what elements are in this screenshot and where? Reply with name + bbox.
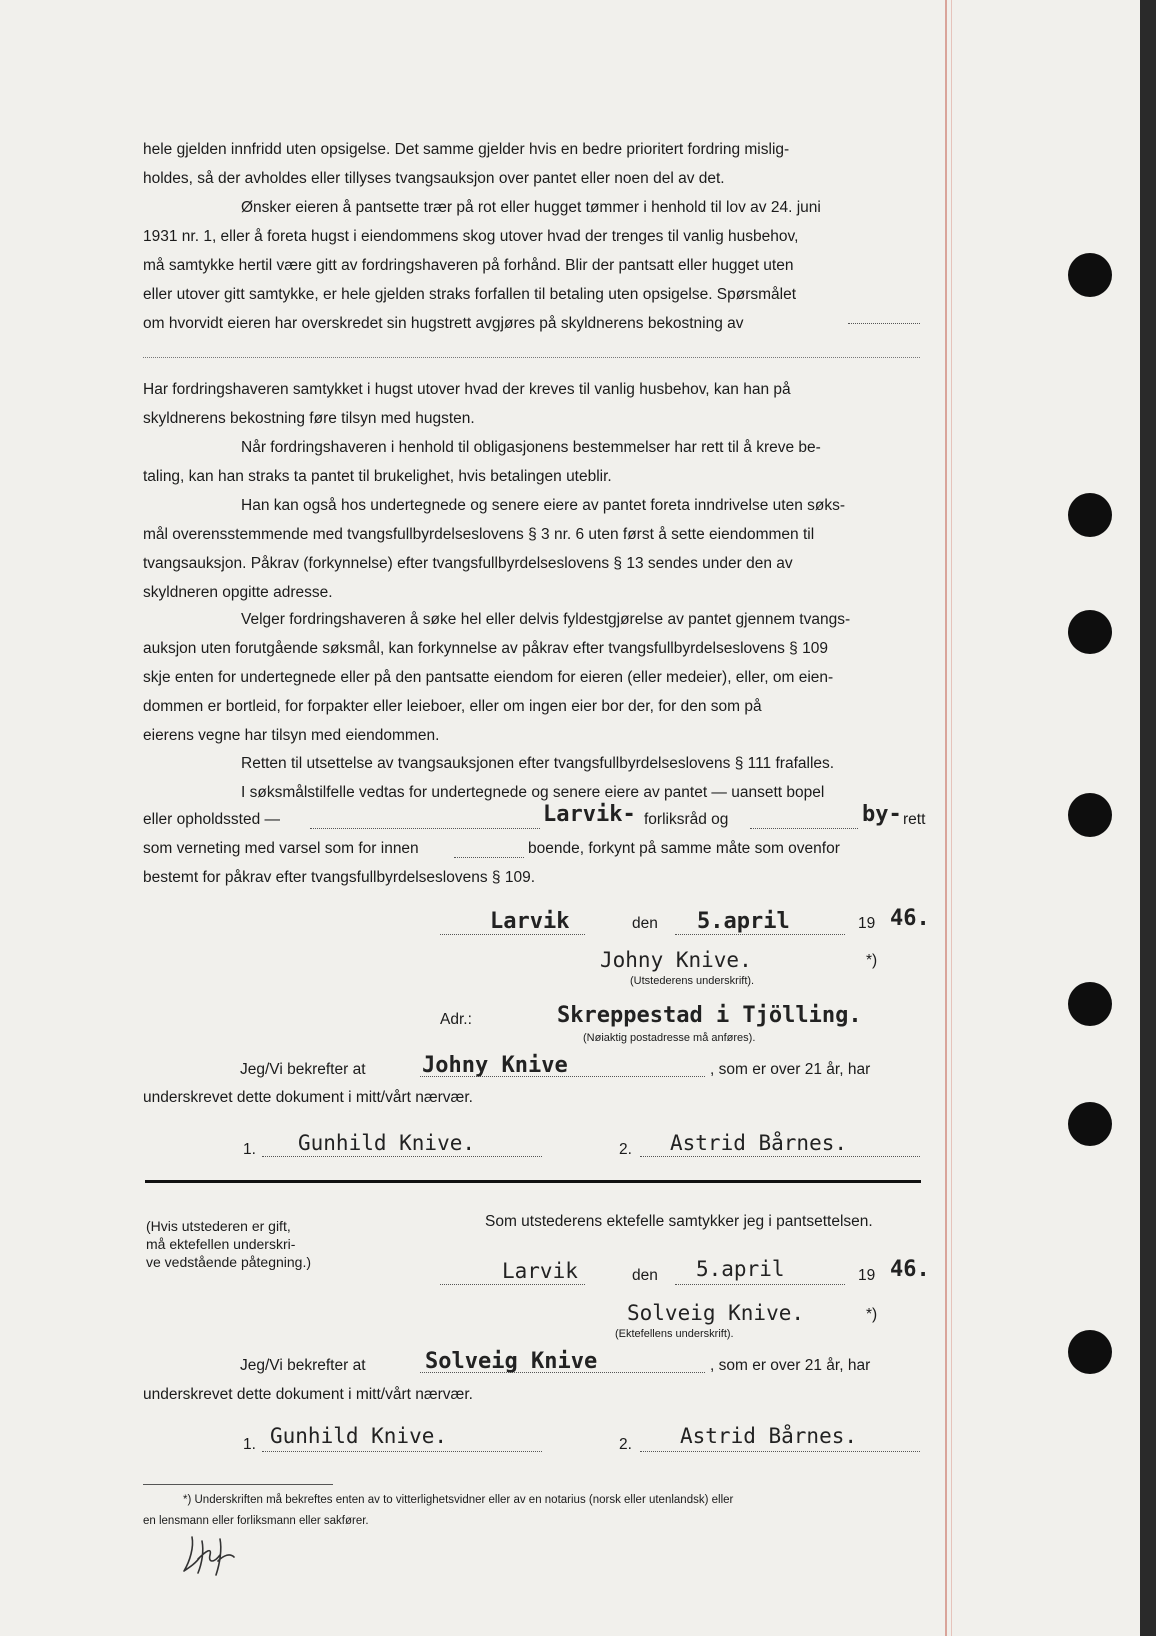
paragraph-default-clause (143, 135, 920, 193)
venue-prefix: eller opholdssted — (143, 811, 280, 828)
text-line: om hvorvidt eieren har overskredet sin hugstrett avgjøres på skyldnerens bekostning av (143, 315, 744, 332)
blank-field (440, 934, 585, 935)
punch-hole (1068, 793, 1112, 837)
venue-line3a: som verneting med varsel som for innen (143, 840, 419, 857)
venue-place-typed: Larvik- (543, 802, 636, 827)
blank-field (262, 1156, 542, 1157)
text-line: må samtykke hertil være gitt av fordringshaveren på forhånd. Blir der pantsatt eller hugget uten (143, 257, 794, 274)
spouse-confirm-name: Solveig Knive (425, 1349, 598, 1374)
address-label: Adr.: (440, 1011, 472, 1028)
text-line: skyldneren opgitte adresse. (143, 584, 333, 601)
spouse-witness-1-number: 1. (243, 1436, 256, 1453)
spouse-den: den (632, 1267, 658, 1284)
spouse-witness-1-signature: Gunhild Knive. (270, 1424, 448, 1448)
venue-rett: rett (903, 811, 926, 828)
text-line: hele gjelden innfridd uten opsigelse. Det samme gjelder hvis en bedre prioritert fordring mislig- (143, 141, 790, 158)
blank-field (640, 1156, 920, 1157)
text-line: ve vedstående påtegning.) (146, 1254, 312, 1270)
venue-line4: bestemt for påkrav efter tvangsfullbyrdelseslovens § 109. (143, 869, 536, 886)
footnote-line: en lensmann eller forliksmann eller sakfører. (143, 1515, 369, 1527)
punch-hole (1068, 982, 1112, 1026)
spouse-confirm-line2: underskrevet dette dokument i mitt/vårt nærvær. (143, 1386, 473, 1403)
text-line: mål overensstemmende med tvangsfullbyrdelseslovens § 3 nr. 6 uten først å sette eiendommen til (143, 526, 815, 543)
blank-field (454, 857, 524, 858)
spouse-consent: Som utstederens ektefelle samtykker jeg i pantsettelsen. (485, 1213, 873, 1230)
witness-1-number: 1. (243, 1141, 256, 1158)
blank-field (675, 934, 845, 935)
punch-hole (1068, 1102, 1112, 1146)
sign-year: 46. (890, 906, 930, 931)
paragraph-timber-clause (143, 193, 920, 338)
witness-2-number: 2. (619, 1141, 632, 1158)
venue-court-typed: by- (862, 802, 902, 827)
confirm-line2: underskrevet dette dokument i mitt/vårt nærvær. (143, 1089, 473, 1106)
text-line: auksjon uten forutgående søksmål, kan forkynnelse av påkrav efter tvangsfullbyrdelseslovens § 109 (143, 640, 828, 657)
confirm-prefix: Jeg/Vi bekrefter at (240, 1061, 366, 1078)
text-line: Retten til utsettelse av tvangsauksjonen efter tvangsfullbyrdelseslovens § 111 frafalles. (241, 755, 835, 772)
margin-line-secondary (951, 0, 952, 1636)
witness-2-signature: Astrid Bårnes. (670, 1131, 848, 1155)
punch-hole (1068, 493, 1112, 537)
paragraph-enforcement (143, 491, 920, 607)
venue-line3b: boende, forkynt på samme måte som ovenfor (528, 840, 840, 857)
text-line: I søksmålstilfelle vedtas for undertegnede og senere eiere av pantet — uansett bopel (241, 784, 825, 801)
spouse-year-prefix: 19 (858, 1267, 876, 1284)
paragraph-payment (143, 433, 920, 491)
text-line: skje enten for undertegnede eller på den pantsatte eiendom for eieren (eller medeier), eller, om eien- (143, 669, 834, 686)
section-divider (145, 1180, 921, 1183)
dotted-separator (143, 357, 920, 358)
text-line: tvangsauksjon. Påkrav (forkynnelse) efter tvangsfullbyrdelseslovens § 13 sendes under den av (143, 555, 793, 572)
paragraph-supervision (143, 375, 920, 433)
text-line: eierens vegne har tilsyn med eiendommen. (143, 727, 440, 744)
blank-field (310, 828, 540, 829)
text-line: (Hvis utstederen er gift, (146, 1218, 291, 1234)
blank-field (848, 323, 920, 324)
signature-caption: (Utstederens underskrift). (630, 975, 755, 987)
confirm-name: Johny Knive (422, 1053, 568, 1078)
footnote-rule (143, 1484, 333, 1485)
asterisk-mark: *) (866, 1306, 878, 1323)
text-line: Han kan også hos undertegnede og senere eiere av pantet foreta inndrivelse uten søks- (241, 497, 846, 514)
issuer-signature: Johny Knive. (600, 948, 752, 972)
paragraph-waiver (143, 749, 920, 778)
punch-hole (1068, 1330, 1112, 1374)
blank-field (675, 1284, 845, 1285)
handwritten-initials (180, 1533, 240, 1578)
text-line: dommen er bortleid, for forpakter eller leieboer, eller om ingen eier bor der, for den som på (143, 698, 762, 715)
paragraph-auction (143, 605, 920, 750)
spouse-confirm-prefix: Jeg/Vi bekrefter at (240, 1357, 366, 1374)
spouse-signature: Solveig Knive. (627, 1301, 805, 1325)
spouse-witness-2-signature: Astrid Bårnes. (680, 1424, 858, 1448)
spouse-place: Larvik (502, 1259, 578, 1283)
text-line: Velger fordringshaveren å søke hel eller delvis fyldestgjørelse av pantet gjennem tvangs- (241, 611, 851, 628)
text-line: Når fordringshaveren i henhold til obligasjonens bestemmelser har rett til å kreve be- (241, 439, 821, 456)
address-caption: (Nøiaktig postadresse må anføres). (583, 1032, 756, 1044)
text-line: eller utover gitt samtykke, er hele gjelden straks forfallen til betaling uten opsigelse. Spørsmålet (143, 286, 797, 303)
text-line: må ektefellen underskri- (146, 1236, 296, 1252)
footnote-line: *) Underskriften må bekreftes enten av to vitterlighetsvidner eller av en notarius (norsk eller utenlandsk) eller (183, 1494, 734, 1506)
sign-year-prefix: 19 (858, 915, 876, 932)
text-line: Har fordringshaveren samtykket i hugst utover hvad der kreves til vanlig husbehov, kan han på (143, 381, 791, 398)
footnote (143, 1490, 923, 1532)
spouse-date: 5.april (696, 1257, 785, 1281)
blank-field (262, 1451, 542, 1452)
spouse-confirm-suffix: , som er over 21 år, har (710, 1357, 871, 1374)
confirm-suffix: , som er over 21 år, har (710, 1061, 871, 1078)
sign-den: den (632, 915, 658, 932)
text-line: holdes, så der avholdes eller tillyses tvangsauksjon over pantet eller noen del av det. (143, 170, 725, 187)
blank-field (750, 828, 858, 829)
paragraph-venue (143, 778, 920, 807)
punch-hole (1068, 610, 1112, 654)
address-typed: Skreppestad i Tjölling. (557, 1003, 862, 1028)
venue-forliksrad: forliksråd og (644, 811, 729, 828)
text-line: skyldnerens bekostning føre tilsyn med hugsten. (143, 410, 475, 427)
text-line: 1931 nr. 1, eller å foreta hugst i eiendommens skog utover hvad der trenges til vanlig husbehov, (143, 228, 799, 245)
text-line: taling, kan han straks ta pantet til brukelighet, hvis betalingen uteblir. (143, 468, 612, 485)
sign-place: Larvik (490, 909, 570, 934)
spouse-year: 46. (890, 1257, 930, 1282)
spouse-instruction (146, 1217, 311, 1271)
blank-field (640, 1451, 920, 1452)
punch-hole (1068, 253, 1112, 297)
text-line: Ønsker eieren å pantsette trær på rot eller hugget tømmer i henhold til lov av 24. juni (241, 199, 821, 216)
asterisk-mark: *) (866, 952, 878, 969)
margin-line (945, 0, 947, 1636)
witness-1-signature: Gunhild Knive. (298, 1131, 476, 1155)
spouse-witness-2-number: 2. (619, 1436, 632, 1453)
blank-field (440, 1284, 585, 1285)
sign-date: 5.april (697, 909, 790, 934)
spouse-signature-caption: (Ektefellens underskrift). (615, 1328, 734, 1340)
